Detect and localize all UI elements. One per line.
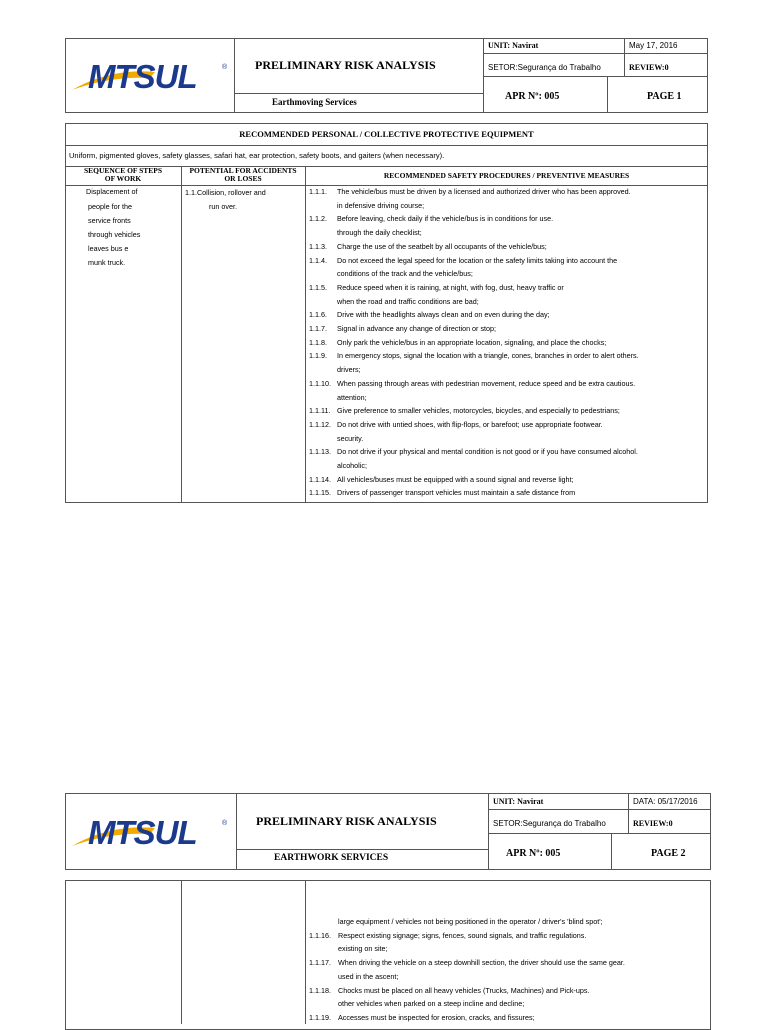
setor-label: SETOR:Segurança do Trabalho (493, 819, 606, 828)
ppe-heading: RECOMMENDED PERSONAL / COLLECTIVE PROTECTIVE EQUIPMENT (239, 129, 534, 139)
review-label: REVIEW:0 (633, 819, 673, 828)
measure-text: existing on site; (338, 944, 388, 954)
measure-number: 1.1.15. (309, 488, 331, 498)
step-line: people for the (88, 202, 132, 211)
col-header-steps: SEQUENCE OF STEPS OF WORK (83, 166, 163, 183)
measure-text: All vehicles/buses must be equipped with a sound signal and reverse light; (337, 474, 574, 484)
measure-text: In emergency stops, signal the location with a triangle, cones, branches in order to alert others. (337, 351, 639, 361)
page-title: PRELIMINARY RISK ANALYSIS (256, 814, 437, 828)
measure-text: Chocks must be placed on all heavy vehicles (Trucks, Machines) and Pick-ups. (338, 985, 590, 995)
step-line: through vehicles (88, 230, 141, 239)
step-line: leaves bus e (88, 244, 129, 253)
logo-registered: ® (222, 64, 228, 71)
apr-number: APR Nº: 005 (506, 848, 561, 859)
measure-number: 1.1.13. (309, 447, 331, 457)
measure-number: 1.1.5. (309, 282, 327, 292)
measure-text: in defensive driving course; (337, 200, 425, 210)
page-number: PAGE 2 (651, 848, 686, 859)
logo-registered: ® (222, 820, 228, 827)
review-label: REVIEW:0 (629, 63, 669, 72)
measure-text: conditions of the track and the vehicle/bus; (337, 269, 473, 279)
date-label: DATA: 05/17/2016 (633, 797, 698, 806)
logo-text: MTSUL (88, 814, 197, 851)
accident-line: run over. (209, 202, 237, 211)
accident-line: 1.1.Collision, rollover and (185, 188, 266, 197)
measure-text: attention; (337, 392, 367, 402)
measure-number: 1.1.6. (309, 310, 327, 320)
date-label: May 17, 2016 (629, 41, 678, 50)
measure-number: 1.1.16. (309, 930, 331, 940)
measure-text: Drivers of passenger transport vehicles must maintain a safe distance from (337, 488, 576, 498)
measure-text: Do not drive if your physical and mental condition is not good or if you have consumed alcohol. (337, 447, 638, 457)
measure-number: 1.1.3. (309, 241, 327, 251)
measure-text: large equipment / vehicles not being positioned in the operator / driver's 'blind spot'; (338, 917, 603, 926)
measure-text: other vehicles when parked on a steep incline and decline; (338, 999, 525, 1009)
unit-label: UNIT: Navirat (493, 797, 544, 806)
company-logo (70, 58, 230, 98)
setor-label: SETOR:Segurança do Trabalho (488, 63, 601, 72)
company-logo (70, 814, 230, 854)
measure-text: drivers; (337, 365, 361, 375)
page-subtitle: EARTHWORK SERVICES (274, 853, 389, 863)
measure-number: 1.1.18. (309, 985, 331, 995)
measure-number: 1.1.19. (309, 1012, 331, 1022)
measure-text: when the road and traffic conditions are bad; (337, 296, 479, 306)
measure-text: alcoholic; (337, 461, 367, 470)
step-line: service fronts (88, 216, 131, 225)
step-line: munk truck. (88, 258, 126, 267)
measure-text: Give preference to smaller vehicles, motorcycles, bicycles, and especially to pedestrians; (337, 406, 620, 416)
measure-text: The vehicle/bus must be driven by a licensed and authorized driver who has been approved. (337, 187, 631, 196)
measure-text: Signal in advance any change of direction or stop; (337, 324, 497, 333)
measure-number: 1.1.7. (309, 324, 327, 333)
measure-text: When driving the vehicle on a steep downhill section, the driver should use the same gear. (338, 958, 625, 968)
page-title: PRELIMINARY RISK ANALYSIS (255, 58, 436, 72)
measure-text: Do not exceed the legal speed for the location or the safety limits taking into account the (337, 255, 618, 265)
measure-number: 1.1.1. (309, 187, 327, 196)
page-number: PAGE 1 (647, 91, 682, 102)
ppe-text: Uniform, pigmented gloves, safety glasses, safari hat, ear protection, safety boots, and gaiters (when necessary). (69, 151, 445, 160)
measure-text: Accesses must be inspected for erosion, cracks, and fissures; (338, 1012, 535, 1022)
measure-number: 1.1.8. (309, 337, 327, 347)
measure-text: through the daily checklist; (337, 228, 422, 238)
unit-label: UNIT: Navirat (488, 41, 539, 50)
measure-text: Only park the vehicle/bus in an appropriate location, signaling, and place the chocks; (337, 337, 607, 347)
measure-number: 1.1.2. (309, 214, 327, 224)
measure-text: Respect existing signage; signs, fences, sound signals, and traffic regulations. (338, 930, 587, 940)
measure-text: When passing through areas with pedestrian movement, reduce speed and be extra cautious. (337, 378, 636, 388)
apr-number: APR Nº: 005 (505, 91, 560, 102)
page-subtitle: Earthmoving Services (272, 97, 357, 107)
measure-number: 1.1.4. (309, 255, 327, 265)
measure-text: Reduce speed when it is raining, at night, with fog, dust, heavy traffic or (337, 282, 564, 292)
measure-text: Do not drive with untied shoes, with flip-flops, or barefoot; use appropriate footwear. (337, 419, 603, 429)
logo-text: MTSUL (88, 58, 197, 95)
measure-number: 1.1.14. (309, 474, 331, 484)
col-header-accidents: POTENTIAL FOR ACCIDENTS OR LOSES (189, 166, 297, 183)
measure-number: 1.1.9. (309, 351, 327, 361)
measure-text: Before leaving, check daily if the vehicle/bus is in conditions for use. (337, 214, 554, 224)
measure-text: Charge the use of the seatbelt by all occupants of the vehicle/bus; (337, 241, 547, 251)
step-line: Displacement of (86, 187, 138, 196)
measure-number: 1.1.10. (309, 378, 331, 388)
measure-number: 1.1.11. (309, 406, 331, 416)
measure-number: 1.1.17. (309, 958, 331, 968)
measure-number: 1.1.12. (309, 419, 331, 429)
measure-text: used in the ascent; (338, 971, 399, 981)
col-header-measures: RECOMMENDED SAFETY PROCEDURES / PREVENTIVE MEASURES (383, 171, 630, 180)
measure-text: Drive with the headlights always clean and on even during the day; (337, 310, 550, 320)
measure-text: security. (337, 433, 364, 443)
